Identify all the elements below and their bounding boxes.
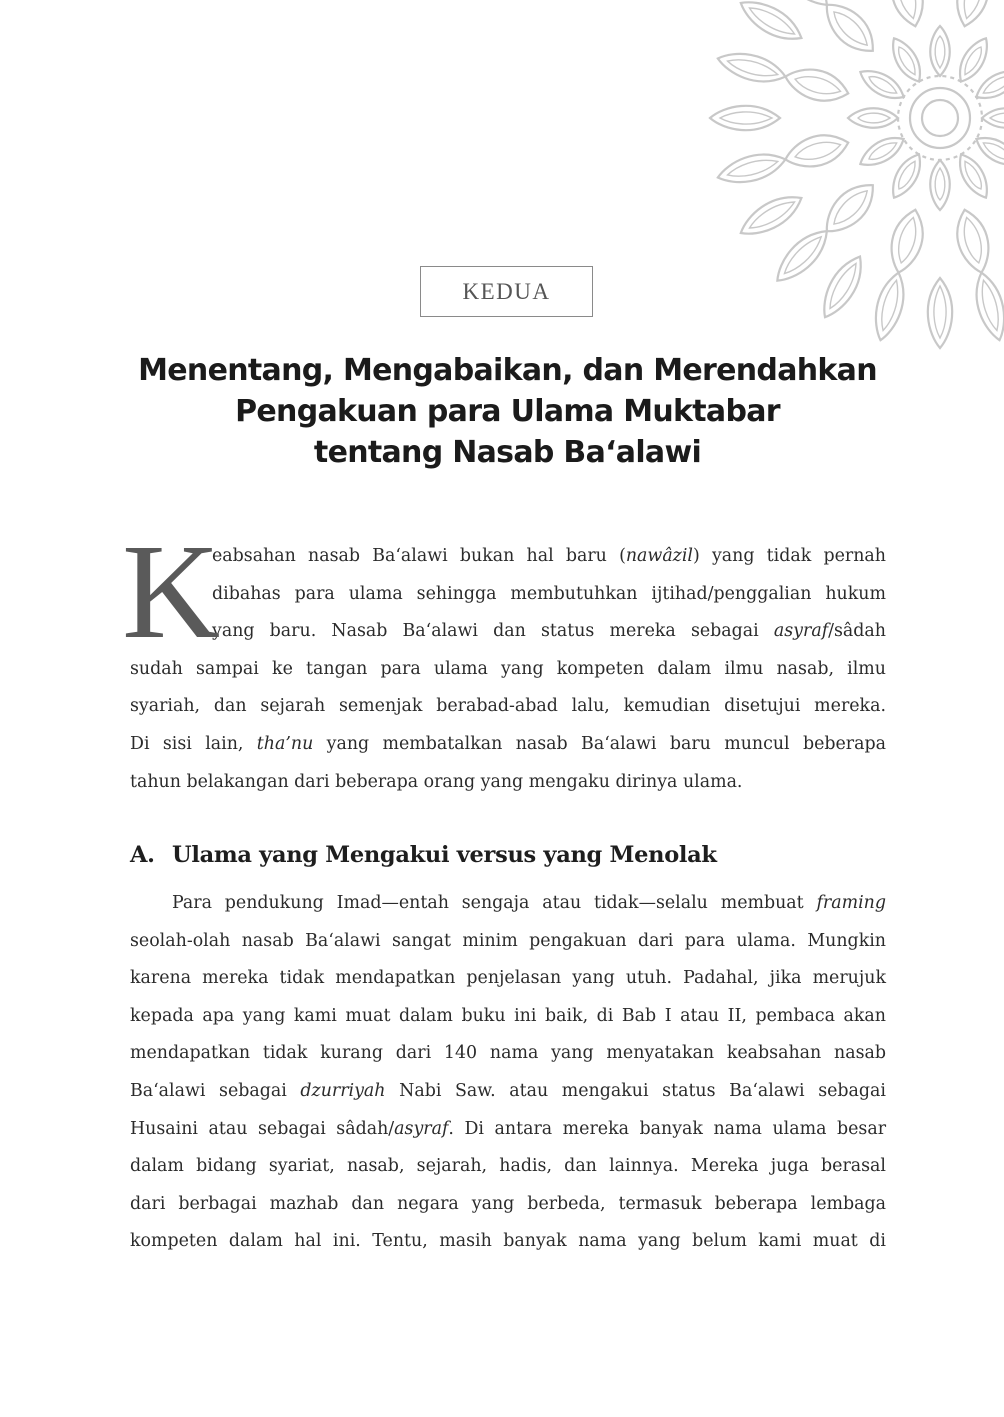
para-line-8: dalam bidang syariat, nasab, sejarah, hadis, dan lainnya. Mereka juga berasal [130,1156,886,1177]
chapter-label [420,266,593,317]
term-asyraf-2: asyraf [394,1118,449,1139]
para-line-1: Para pendukung Imad—entah sengaja atau tidak—selalu membuat framing [172,893,886,913]
intro-line-5: syariah, dan sejarah semenjak berabad-abad lalu, kemudian disetujui mereka. [130,696,886,717]
term-framing: framing [816,893,886,913]
para-line-7: Husaini atau sebagai sâdah/asyraf. Di antara mereka banyak nama ulama besar [130,1118,887,1139]
intro-line-4: sudah sampai ke tangan para ulama yang kompeten dalam ilmu nasab, ilmu [130,658,886,679]
body-paragraph [130,885,886,1261]
para-line-10: kompeten dalam hal ini. Tentu, masih banyak nama yang belum kami muat di [130,1231,886,1252]
intro-line-7: tahun belakangan dari beberapa orang yang mengaku dirinya ulama. [130,771,743,792]
intro-line-3: yang baru. Nasab Ba‘alawi dan status mereka sebagai asyraf/sâdah [212,621,886,642]
term-nawazil: nawâzil [625,546,693,566]
para-line-9: dari berbagai mazhab dan negara yang berbeda, termasuk beberapa lembaga [130,1193,886,1214]
para-line-3: karena mereka tidak mendapatkan penjelasan yang utuh. Padahal, jika merujuk [130,968,886,989]
intro-line-1: eabsahan nasab Ba‘alawi bukan hal baru (nawâzil) yang tidak pernah [212,546,886,566]
title-line-2: Pengakuan para Ulama Muktabar [235,394,780,429]
para-line-4: kepada apa yang kami muat dalam buku ini baik, di Bab I atau II, pembaca akan [130,1005,886,1026]
title-line-3: tentang Nasab Ba‘alawi [313,435,702,470]
chapter-label-text: KEDUA [462,278,551,304]
intro-paragraph [122,517,886,801]
para-line-5: mendapatkan tidak kurang dari 140 nama yang menyatakan keabsahan nasab [130,1043,886,1064]
para-line-6: Ba‘alawi sebagai dzurriyah Nabi Saw. atau mengakui status Ba‘alawi sebagai [130,1080,886,1101]
intro-line-2: dibahas para ulama sehingga membutuhkan ijtihad/penggalian hukum [212,583,886,604]
term-dzurriyah: dzurriyah [300,1080,386,1101]
section-number: A. [130,842,155,868]
term-asyraf: asyraf [773,621,829,642]
intro-line-6: Di sisi lain, tha’nu yang membatalkan nasab Ba‘alawi baru muncul beberapa [130,733,886,754]
term-thanu: tha’nu [256,733,314,754]
para-line-2: seolah-olah nasab Ba‘alawi sangat minim pengakuan dari para ulama. Mungkin [130,930,886,951]
chapter-title [110,350,905,473]
section-heading [130,842,717,868]
section-title: Ulama yang Mengakui versus yang Menolak [172,842,717,868]
drop-cap: K [122,517,221,667]
mandala-ornament-icon [700,0,1004,360]
title-line-1: Menentang, Mengabaikan, dan Merendahkan [138,353,877,388]
